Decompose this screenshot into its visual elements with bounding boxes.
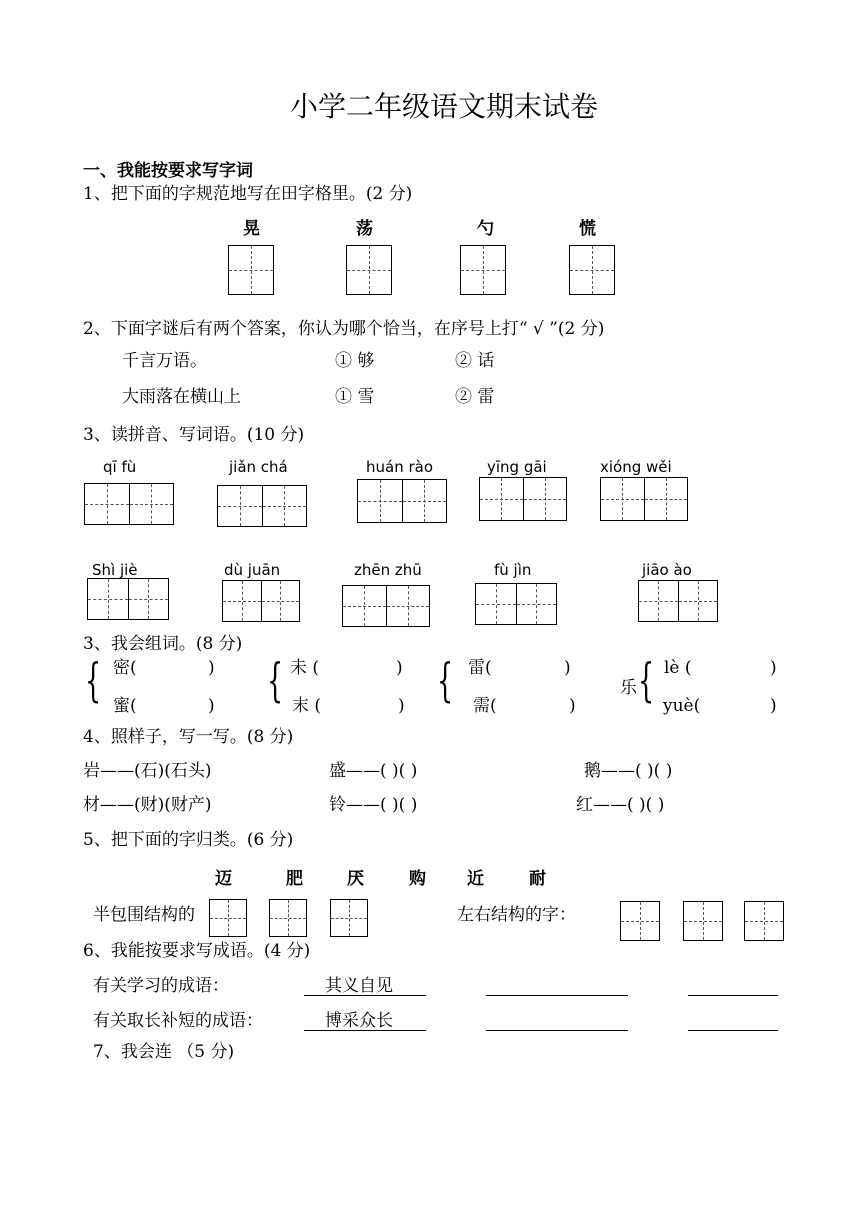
writing-grid[interactable]: [209, 899, 247, 937]
question-3-label: 3、读拼音、写词语。(10 分): [83, 425, 305, 445]
answer-line[interactable]: [486, 1030, 628, 1031]
pinyin: dù juān: [224, 561, 281, 579]
word-prompt-close: ): [398, 696, 405, 716]
idiom-category: 有关学习的成语：: [93, 976, 229, 996]
riddle-option[interactable]: ② 雷: [455, 387, 495, 407]
q5-char: 肥: [286, 869, 303, 889]
pinyin: zhēn zhū: [354, 561, 422, 579]
question-1-label: 1、把下面的字规范地写在田字格里。(2 分): [83, 184, 413, 204]
fill-row[interactable]: 盛——( )( ): [329, 761, 418, 781]
word-prompt: yuè(: [663, 696, 701, 716]
writing-grid[interactable]: [620, 901, 660, 941]
word-grid[interactable]: [475, 583, 557, 625]
q5-char: 耐: [529, 869, 546, 889]
writing-grid[interactable]: [460, 245, 506, 295]
brace: {: [638, 653, 655, 707]
question-5-label: 5、把下面的字归类。(6 分): [83, 830, 294, 850]
word-prompt-close: ): [396, 658, 403, 678]
q1-char: 勺: [477, 219, 494, 239]
pinyin: Shì jiè: [92, 561, 138, 579]
pinyin: xióng wěi: [600, 458, 672, 476]
fill-row[interactable]: 铃——( )( ): [329, 795, 418, 815]
q5-char: 迈: [215, 869, 232, 889]
riddle-text: 大雨落在横山上: [122, 387, 241, 407]
section-heading: 一、我能按要求写字词: [83, 161, 253, 181]
brace: {: [437, 653, 454, 707]
word-prompt: 需(: [473, 696, 497, 716]
question-2-label: 2、下面字谜后有两个答案，你认为哪个恰当，在序号上打“ √ ”(2 分): [83, 319, 605, 339]
example-row: 材——(财)(财产): [83, 795, 212, 815]
writing-grid[interactable]: [744, 901, 784, 941]
word-grid[interactable]: [357, 479, 447, 523]
word-grid[interactable]: [638, 580, 718, 622]
q1-char: 慌: [579, 219, 596, 239]
word-prompt: 雷(: [468, 658, 492, 678]
word-prompt-close: ): [770, 696, 777, 716]
answer-line[interactable]: [688, 995, 778, 996]
writing-grid[interactable]: [569, 245, 615, 295]
word-prompt: 末 (: [292, 696, 322, 716]
word-grid[interactable]: [600, 477, 688, 521]
q1-char: 荡: [356, 219, 373, 239]
category-label: 半包围结构的: [93, 905, 195, 925]
pinyin: jiāo ào: [642, 561, 692, 579]
question-6-label: 6、我能按要求写成语。(4 分): [83, 941, 311, 961]
page-title: 小学二年级语文期末试卷: [290, 90, 599, 123]
riddle-option[interactable]: ② 话: [455, 351, 495, 371]
example-row: 岩——(石)(石头): [83, 761, 212, 781]
writing-grid[interactable]: [683, 901, 723, 941]
word-prompt-close: ): [564, 658, 571, 678]
riddle-text: 千言万语。: [122, 351, 207, 371]
idiom-category: 有关取长补短的成语：: [93, 1011, 263, 1031]
word-prompt-close: ): [770, 658, 777, 678]
pinyin: jiǎn chá: [229, 458, 288, 476]
question-7-label: 7、我会连 （5 分): [93, 1042, 235, 1062]
fill-row[interactable]: 鹅——( )( ): [584, 761, 673, 781]
word-grid[interactable]: [479, 477, 567, 521]
answer-line[interactable]: [688, 1030, 778, 1031]
word-prompt: lè (: [664, 658, 692, 678]
word-prompt: 密(: [113, 658, 137, 678]
riddle-option[interactable]: ① 够: [335, 351, 375, 371]
pinyin: fù jìn: [494, 561, 532, 579]
underline: [304, 1030, 426, 1031]
writing-grid[interactable]: [346, 245, 392, 295]
writing-grid[interactable]: [330, 899, 368, 937]
idiom-example: 其义自见: [325, 976, 393, 996]
fill-row[interactable]: 红——( )( ): [576, 795, 665, 815]
word-prompt-close: ): [208, 696, 215, 716]
word-prompt: 蜜(: [113, 696, 137, 716]
brace: {: [85, 653, 102, 707]
pinyin: qī fù: [103, 458, 137, 476]
q5-char: 近: [467, 869, 484, 889]
pinyin: huán rào: [366, 458, 434, 476]
word-prompt-close: ): [569, 696, 576, 716]
q5-char: 厌: [347, 869, 364, 889]
category-label: 左右结构的字：: [457, 905, 576, 925]
brace: {: [267, 653, 284, 707]
word-grid[interactable]: [84, 483, 174, 525]
polyphone-char: 乐: [620, 678, 637, 698]
word-prompt-close: ): [208, 658, 215, 678]
q1-char: 晃: [243, 219, 260, 239]
idiom-example: 博采众长: [325, 1011, 393, 1031]
word-grid[interactable]: [217, 485, 307, 527]
word-grid[interactable]: [342, 585, 430, 627]
question-4-label: 4、照样子，写一写。(8 分): [83, 727, 294, 747]
word-grid[interactable]: [222, 580, 300, 622]
pinyin: yīng gāi: [487, 458, 547, 476]
writing-grid[interactable]: [269, 899, 307, 937]
word-grid[interactable]: [87, 578, 169, 620]
writing-grid[interactable]: [228, 245, 274, 295]
riddle-option[interactable]: ① 雪: [335, 387, 375, 407]
underline: [304, 995, 426, 996]
question-3b-label: 3、我会组词。(8 分): [83, 634, 243, 654]
answer-line[interactable]: [486, 995, 628, 996]
word-prompt: 未 (: [290, 658, 320, 678]
q5-char: 购: [409, 869, 426, 889]
